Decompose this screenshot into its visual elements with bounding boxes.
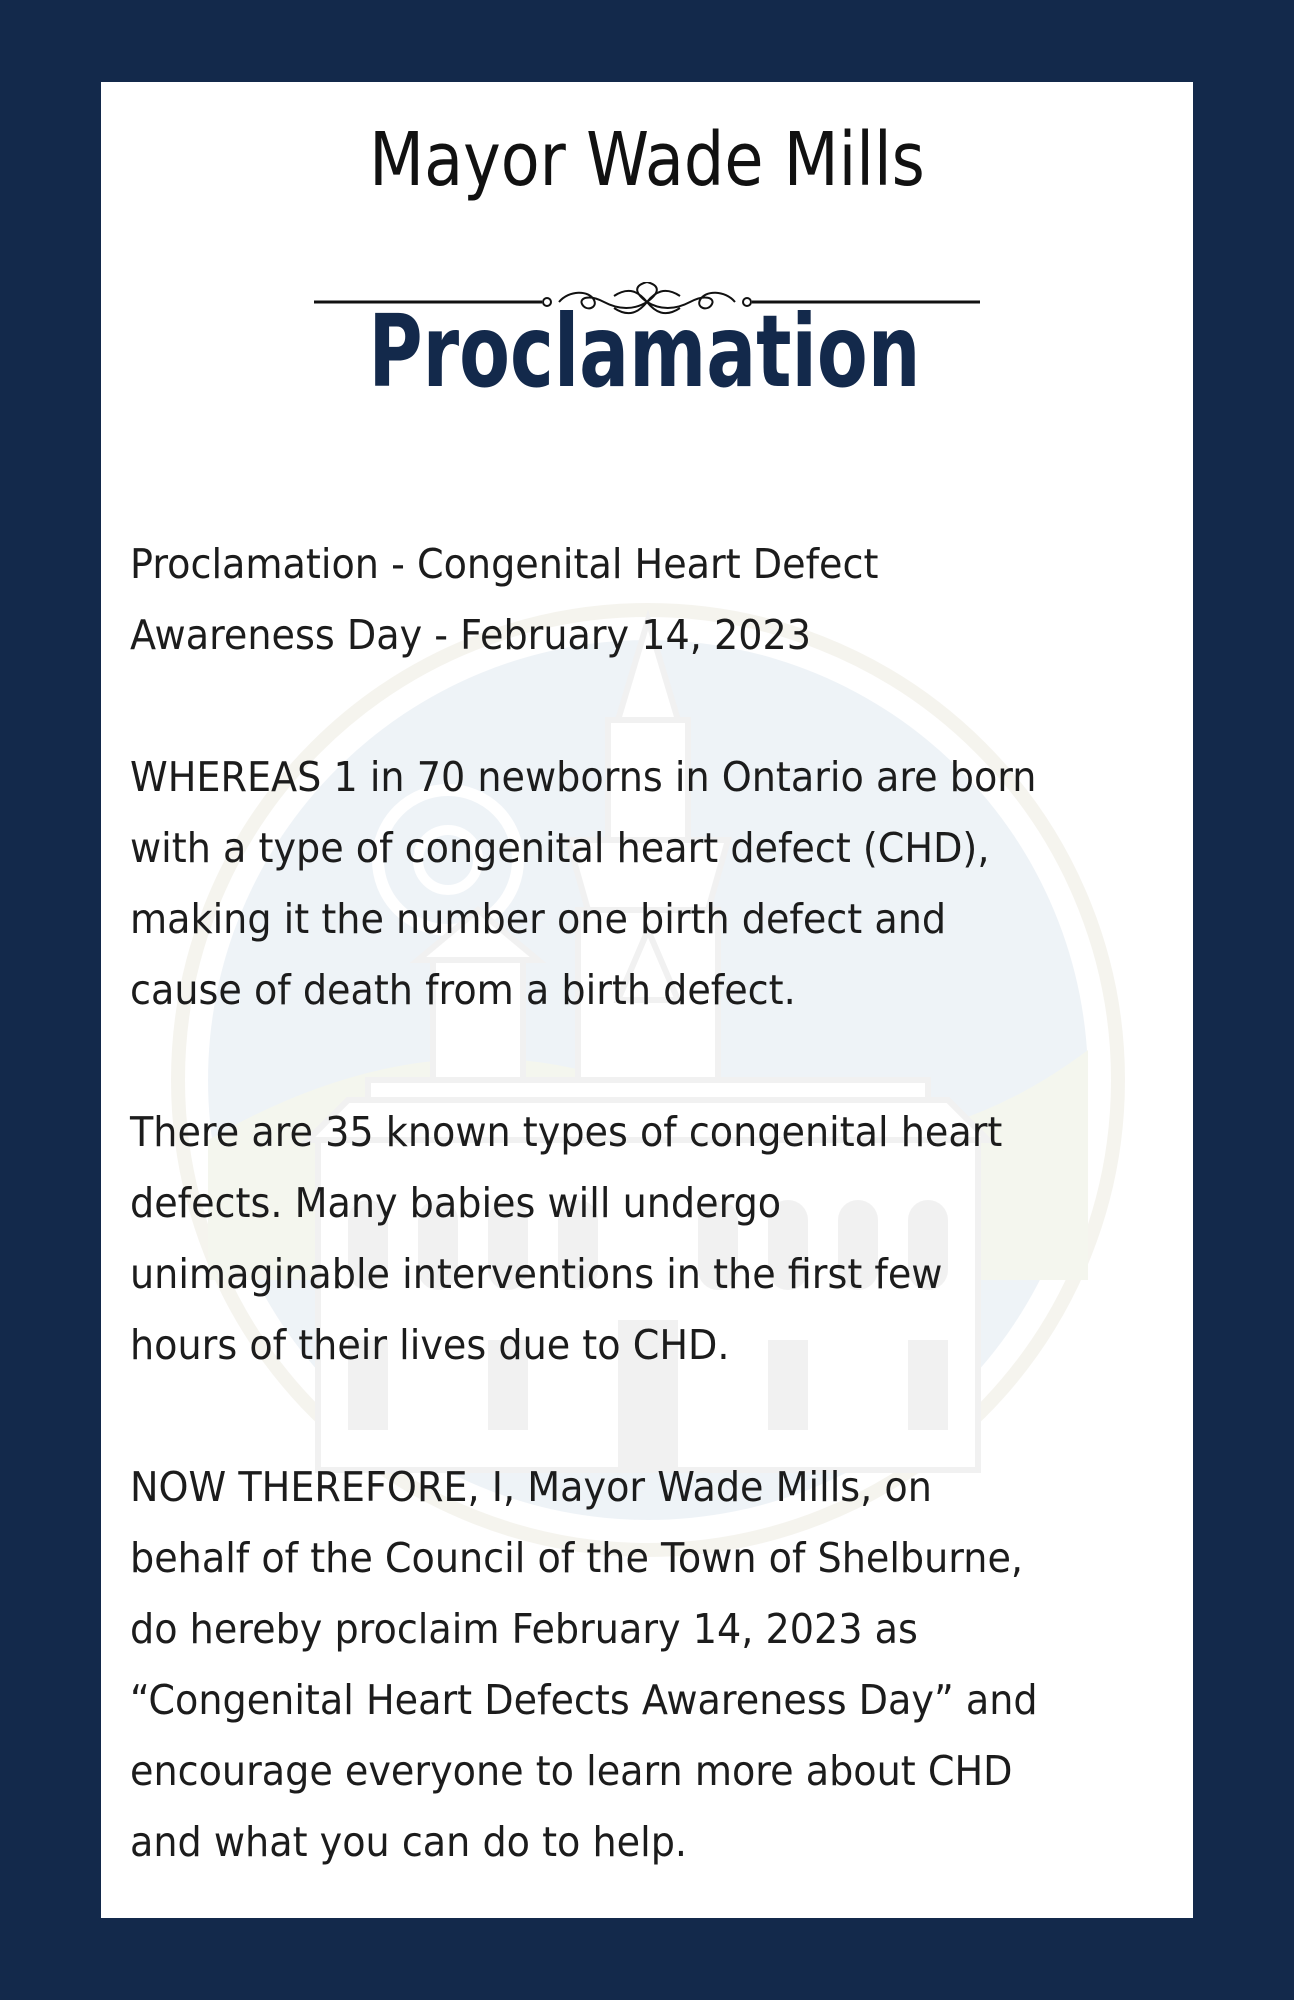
- proclamation-subject: Proclamation - Congenital Heart Defect Awareness Day - February 14, 2023: [130, 540, 879, 659]
- proclamation-body: [130, 529, 1170, 1918]
- facts-paragraph: There are 35 known types of congenital heart defects. Many babies will undergo unimaginable interventions in the first few hours of their lives due to CHD.: [130, 1108, 1003, 1369]
- whereas-paragraph: WHEREAS 1 in 70 newborns in Ontario are born with a type of congenital heart defect (CHD), making it the number one birth defect and cause of death from a birth defect.: [130, 753, 1037, 1014]
- proclamation-title: Proclamation: [368, 293, 921, 410]
- proclamation-card: [101, 82, 1193, 1918]
- now-therefore-paragraph: NOW THEREFORE, I, Mayor Wade Mills, on behalf of the Council of the Town of Shelburne, do hereby proclaim February 14, 2023 as “Congenital Heart Defects Awareness Day” and encourage everyone to learn more about CHD and what you can do to help.: [130, 1463, 1038, 1866]
- mayor-name-heading: Mayor Wade Mills: [369, 117, 925, 203]
